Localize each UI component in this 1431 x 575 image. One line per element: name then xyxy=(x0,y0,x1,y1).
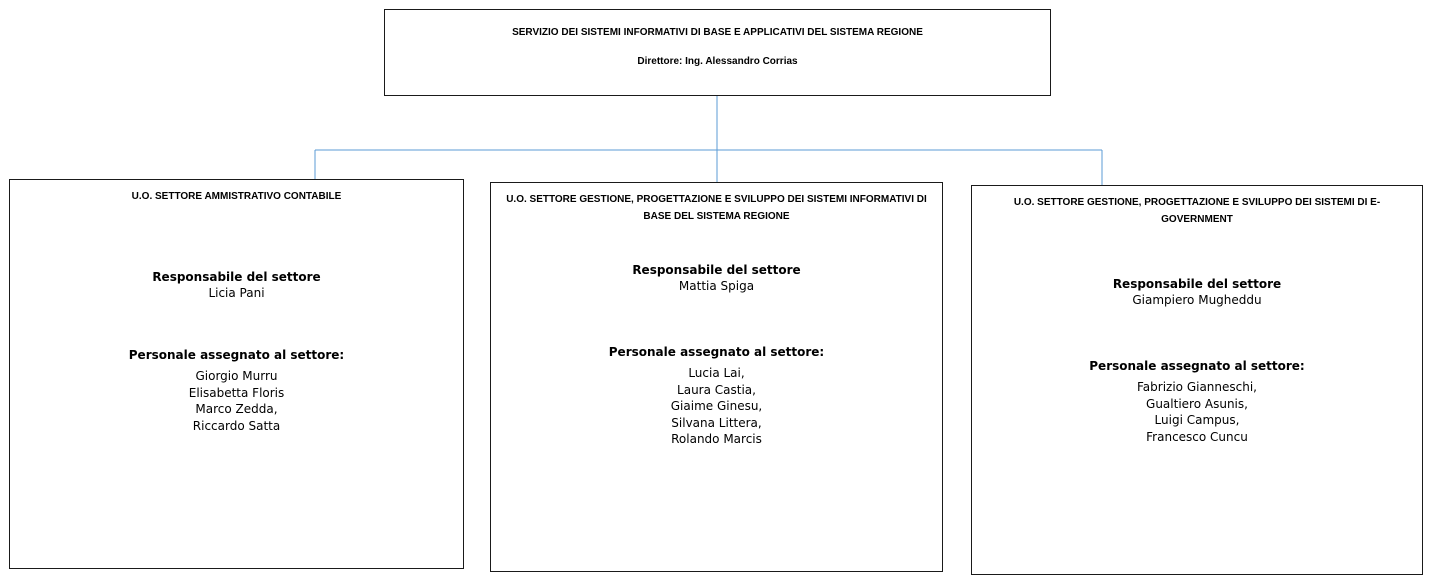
service-title: SERVIZIO DEI SISTEMI INFORMATIVI DI BASE E APPLICATIVI DEL SISTEMA REGIONE xyxy=(512,27,923,38)
sector-responsible xyxy=(972,276,1422,308)
staff-label: Personale assegnato al settore: xyxy=(608,345,825,359)
staff-member: Fabrizio Gianneschi, xyxy=(1136,380,1257,394)
responsible-label: Responsabile del settore xyxy=(152,270,321,284)
staff-member: Lucia Lai, xyxy=(688,366,745,380)
staff-member: Francesco Cuncu xyxy=(1146,429,1248,444)
sector-box-base-systems xyxy=(490,182,943,572)
staff-member: Marco Zedda, xyxy=(195,402,278,417)
staff-member: Giaime Ginesu, xyxy=(670,399,763,414)
responsible-name: Mattia Spiga xyxy=(678,279,755,293)
sector-staff xyxy=(10,347,463,434)
sector-staff xyxy=(491,344,942,448)
staff-member: Silvana Littera, xyxy=(671,415,762,430)
staff-member: Rolando Marcis xyxy=(671,432,762,447)
responsible-name: Licia Pani xyxy=(208,286,265,300)
director-box xyxy=(384,9,1051,96)
sector-title: U.O. SETTORE GESTIONE, PROGETTAZIONE E SVILUPPO DEI SISTEMI DI E-GOVERNMENT xyxy=(1013,197,1381,225)
staff-member: Laura Castia, xyxy=(677,382,756,397)
sector-responsible xyxy=(10,269,463,301)
responsible-label: Responsabile del settore xyxy=(632,263,801,277)
staff-label: Personale assegnato al settore: xyxy=(128,348,345,362)
staff-member: Luigi Campus, xyxy=(1154,413,1240,428)
sector-title: U.O. SETTORE AMMISTRATIVO CONTABILE xyxy=(131,191,342,202)
staff-member: Riccardo Satta xyxy=(192,418,281,433)
responsible-label: Responsabile del settore xyxy=(1112,277,1282,291)
staff-member: Giorgio Murru xyxy=(195,369,278,383)
staff-member: Gualtiero Asunis, xyxy=(1146,396,1248,411)
director-label: Direttore: Ing. Alessandro Corrias xyxy=(637,56,798,67)
sector-title: U.O. SETTORE GESTIONE, PROGETTAZIONE E SVILUPPO DEI SISTEMI INFORMATIVI DI BASE DEL SISTEMA REGIONE xyxy=(506,194,927,222)
staff-label: Personale assegnato al settore: xyxy=(1089,359,1305,373)
sector-responsible xyxy=(491,262,942,294)
responsible-name: Giampiero Mugheddu xyxy=(1132,293,1262,307)
sector-staff xyxy=(972,358,1422,445)
sector-box-administrative xyxy=(9,179,464,569)
sector-box-egovernment xyxy=(971,185,1423,575)
staff-member: Elisabetta Floris xyxy=(188,385,285,400)
